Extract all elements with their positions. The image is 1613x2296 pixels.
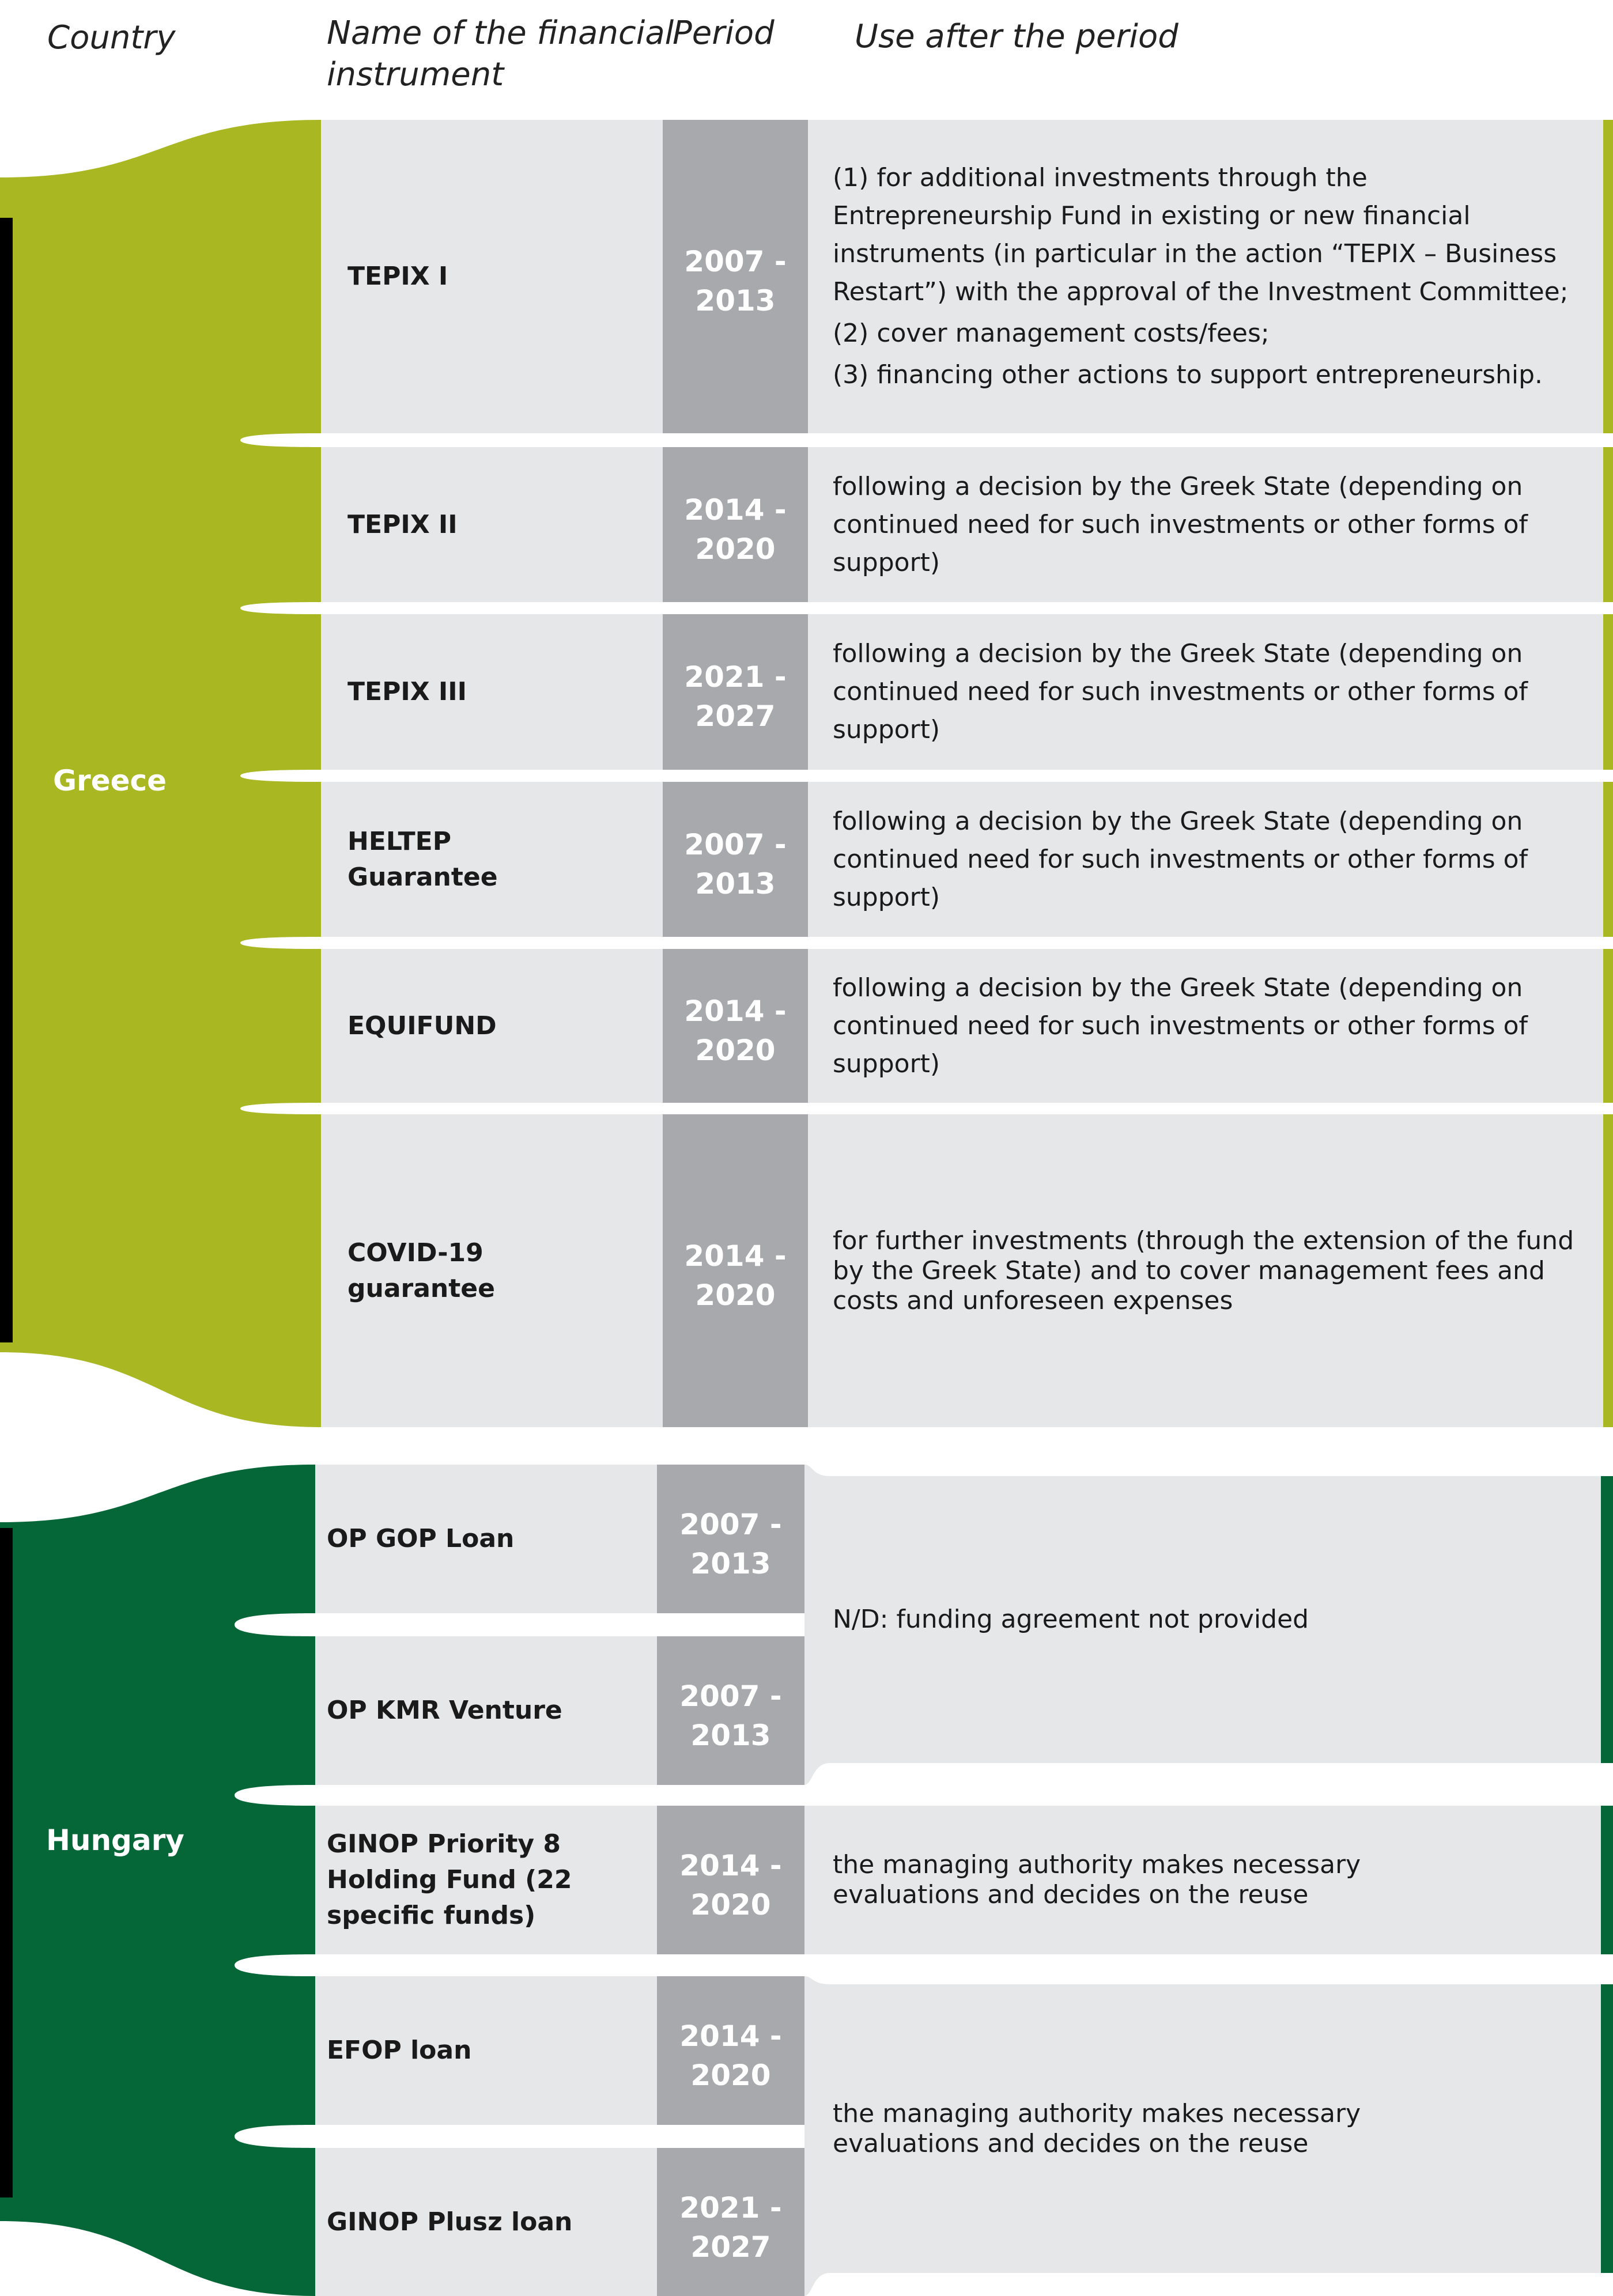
instrument-name-text (347, 824, 498, 895)
instrument-name-text (327, 1826, 572, 1934)
instrument-name-line: EFOP loan (327, 2036, 472, 2065)
instrument-name-line: OP KMR Venture (327, 1696, 562, 1725)
instrument-name-line: Guarantee (347, 862, 498, 892)
hungary-axis-bar (0, 1528, 13, 2197)
instrument-name-line: guarantee (347, 1273, 495, 1303)
instrument-name-line: COVID-19 (347, 1238, 483, 1268)
period-line: 2021 - (684, 660, 787, 694)
instrument-name-text (347, 674, 467, 710)
period-line: 2014 - (684, 493, 787, 527)
instrument-name-line: OP GOP Loan (327, 1524, 515, 1553)
use-after-period-text (833, 120, 1591, 433)
use-paragraph: the managing authority makes necessary evaluations and decides on the reuse (833, 2098, 1361, 2158)
instrument-name (347, 120, 647, 433)
period-line: 2021 - (679, 2191, 782, 2225)
header-period: Period (673, 14, 775, 52)
hungary-use-connector (804, 1465, 830, 1785)
instrument-name (347, 447, 647, 602)
use-after-period-text (833, 782, 1591, 937)
greece-row-accent (1603, 782, 1613, 937)
period-line: 2014 - (684, 994, 787, 1028)
greece-axis-bar (0, 218, 13, 1342)
instrument-name (327, 1465, 649, 1613)
instrument-name-text (347, 1235, 495, 1307)
period-line: 2020 (695, 532, 776, 566)
instrument-name-text (347, 507, 458, 543)
period-line: 2014 - (684, 1239, 787, 1273)
instrument-name-line: TEPIX II (347, 509, 458, 539)
instrument-name (347, 614, 647, 770)
instrument-name-line: GINOP Priority 8 (327, 1829, 561, 1859)
period-line: 2020 (695, 1278, 776, 1312)
period-label (663, 1236, 808, 1315)
instrument-name-line: specific funds) (327, 1901, 536, 1930)
use-after-period-text (833, 1476, 1409, 1763)
instrument-name-line: GINOP Plusz loan (327, 2207, 573, 2237)
use-after-period-text (833, 614, 1591, 770)
instrument-name-text (327, 1693, 562, 1728)
use-paragraph: following a decision by the Greek State (depending on continued need for such investments or other forms of support) (833, 471, 1528, 577)
instrument-name (327, 1976, 649, 2125)
period-label (657, 2188, 804, 2267)
instrument-name (347, 782, 647, 937)
period-label (663, 490, 808, 569)
period-line: 2007 - (679, 1680, 782, 1713)
period-line: 2007 - (684, 245, 787, 278)
period-label (663, 992, 808, 1070)
greece-row-accent (1603, 614, 1613, 770)
use-paragraph: for further investments (through the extension of the fund by the Greek State) and to cover management fees and costs and unforeseen expenses (833, 1225, 1574, 1315)
header-instrument-name (327, 13, 674, 96)
instrument-name (327, 1806, 649, 1954)
period-line: 2013 (690, 1547, 771, 1580)
instrument-name (327, 2148, 649, 2296)
instrument-name-line: TEPIX I (347, 262, 448, 291)
hungary-row-accent (1601, 1984, 1613, 2273)
instrument-name-text (347, 259, 448, 294)
period-label (657, 1846, 804, 1924)
use-after-period-text (833, 1806, 1409, 1954)
header-instrument-name-line2: instrument (327, 56, 504, 93)
use-paragraph: the managing authority makes necessary evaluations and decides on the reuse (833, 1850, 1361, 1909)
greece-row-accent (1603, 949, 1613, 1103)
period-label (657, 2017, 804, 2095)
instrument-name-line: TEPIX III (347, 677, 467, 706)
greece-row-accent (1603, 447, 1613, 602)
period-label (663, 825, 808, 903)
hungary-flow-shape (0, 1465, 315, 2296)
period-line: 2020 (695, 1033, 776, 1067)
period-label (663, 242, 808, 320)
header-use-after-period: Use after the period (855, 18, 1178, 55)
use-paragraph: following a decision by the Greek State (depending on continued need for such investments or other forms of support) (833, 973, 1528, 1079)
use-paragraph: following a decision by the Greek State (depending on continued need for such investments or other forms of support) (833, 806, 1528, 912)
use-after-period-text (833, 1114, 1591, 1427)
use-after-period-text (833, 1984, 1409, 2273)
hungary-use-connector (804, 1976, 830, 2296)
header-country: Country (47, 19, 176, 56)
period-line: 2020 (690, 1888, 771, 1921)
period-label (663, 657, 808, 736)
instrument-name-line: EQUIFUND (347, 1011, 497, 1041)
use-paragraph: following a decision by the Greek State (depending on continued need for such investments or other forms of support) (833, 639, 1528, 744)
period-line: 2014 - (679, 2019, 782, 2053)
use-paragraph: (3) financing other actions to support entrepreneurship. (833, 360, 1543, 389)
country-label-hungary: Hungary (46, 1824, 184, 1857)
hungary-row-accent (1601, 1476, 1613, 1763)
instrument-name-text (327, 2033, 471, 2068)
period-line: 2013 (690, 1719, 771, 1752)
instrument-name-text (327, 2204, 572, 2240)
country-label-greece: Greece (53, 764, 167, 797)
instrument-name (347, 949, 647, 1103)
instrument-name-line: Holding Fund (22 (327, 1865, 572, 1894)
use-after-period-text (833, 949, 1591, 1103)
period-line: 2027 (695, 699, 776, 733)
instrument-name-text (327, 1521, 514, 1557)
use-paragraph: N/D: funding agreement not provided (833, 1605, 1309, 1634)
instrument-name (327, 1636, 649, 1785)
hungary-row-accent (1601, 1806, 1613, 1954)
use-after-period-text (833, 447, 1591, 602)
period-line: 2014 - (679, 1849, 782, 1882)
period-line: 2013 (695, 284, 776, 317)
use-paragraph: (2) cover management costs/fees; (833, 319, 1270, 348)
instrument-name-line: HELTEP (347, 826, 451, 856)
instrument-name (347, 1114, 647, 1427)
period-line: 2007 - (684, 827, 787, 861)
period-line: 2013 (695, 867, 776, 901)
greece-row-accent (1603, 1114, 1613, 1427)
period-label (657, 1677, 804, 1755)
period-line: 2027 (690, 2230, 771, 2264)
use-paragraph: (1) for additional investments through the Entrepreneurship Fund in existing or new financial instruments (in particular in the action “TEPIX – Business Restart”) with the approval of the Investment Committee; (833, 163, 1569, 307)
greece-row-accent (1603, 120, 1613, 433)
period-line: 2020 (690, 2059, 771, 2092)
header-instrument-name-line1: Name of the financial (327, 14, 674, 52)
instrument-name-text (347, 1008, 497, 1044)
period-line: 2007 - (679, 1508, 782, 1541)
period-label (657, 1505, 804, 1583)
